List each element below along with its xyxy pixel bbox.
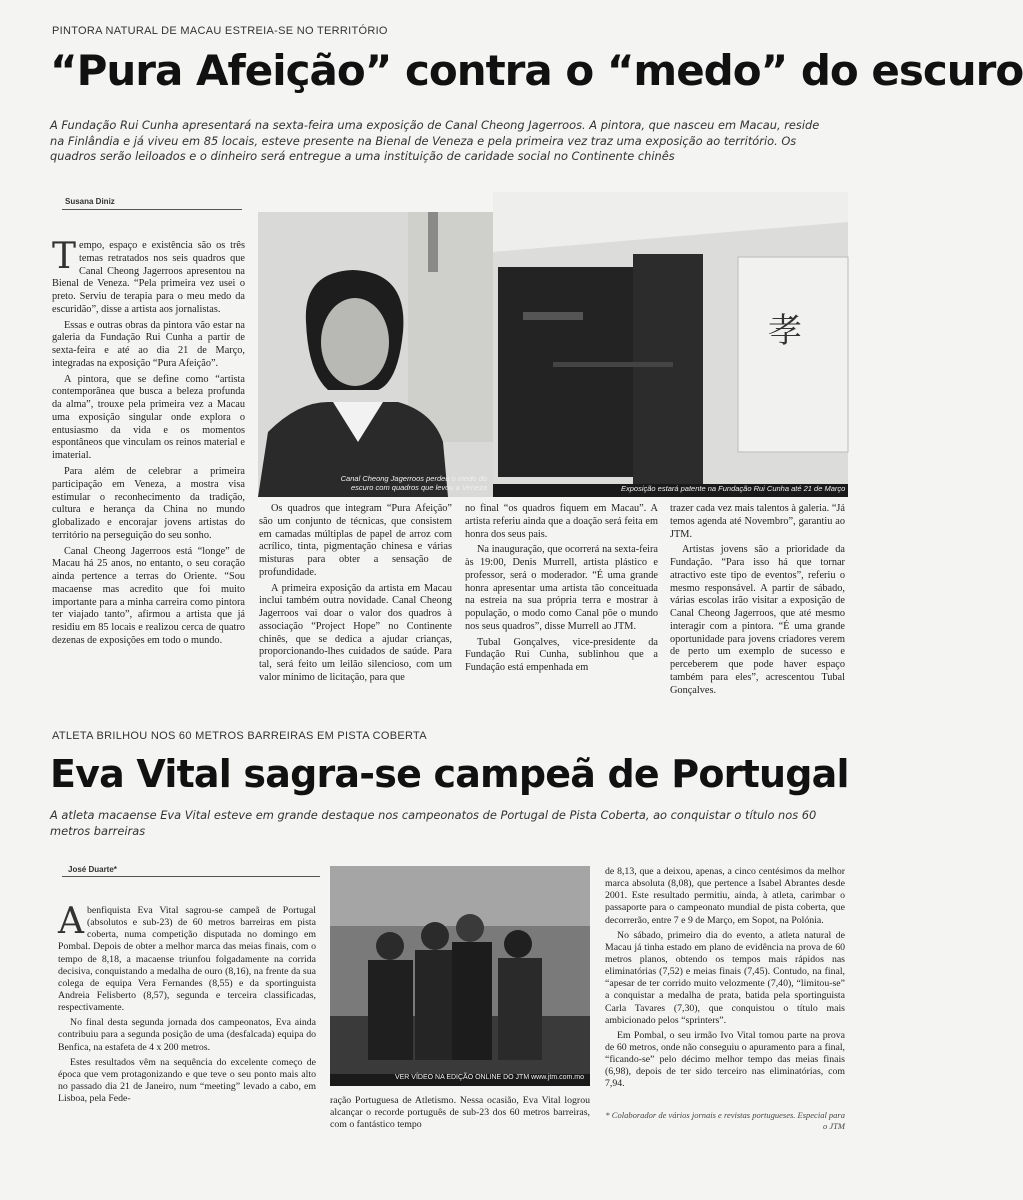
paragraph: No sábado, primeiro dia do evento, a atleta natural de Macau já tinha estado em plano de evidência na prova de 60 metros planos, obtendo os tempos mais rápidos nas eliminatórias (7,52) e meias finais (7,45). Contudo, na final, “apesar de ter corrido muito velozmente (7,40), “limitou-se” a conquistar a medalha de prata, batida pela sportinguista Carla Tavares (7,30), que conquistou o título mais ambicionado pelos “sprinters”.	[605, 929, 845, 1026]
paragraph: de 8,13, que a deixou, apenas, a cinco centésimos da melhor marca absoluta (8,08), que pertence a Isabel Abrantes desde 2001. Este resultado permitiu, ainda, à atleta, carimbar o passaporte para o campeonato mundial de pista coberta, que decorrerão, entre 7 e 9 de Março, em Sopot, na Polónia.	[605, 866, 845, 926]
artist-portrait-photo	[258, 212, 493, 497]
article1-lede: A Fundação Rui Cunha apresentará na sexta-feira uma exposição de Canal Cheong Jagerroos. A pintora, que nasceu em Macau, reside na Finlândia e já viveu em 85 locais, esteve presente na Bienal de Veneza e pela primeira vez traz uma exposição ao território. Os quadros serão leiloados e o dinheiro será entregue a uma instituição de caridade social no Continente chinês	[50, 118, 820, 163]
article2-column-1	[58, 901, 316, 1130]
paragraph: Estes resultados vêm na sequência do excelente começo de época que vem protagonizando e que teve o seu ponto mais alto no passado dia 21 de Janeiro, num “meeting” levado a cabo, em Lisboa, pela Fede-	[58, 1056, 316, 1105]
paragraph: Em Pombal, o seu irmão Ivo Vital tomou parte na prova de 60 metros, onde não conseguiu o apuramento para a final, “ficando-se” pelo décimo melhor tempo das meias finais (6,98), depois de ter sido terceiro nas eliminatórias, com 7,94.	[605, 1029, 845, 1090]
article1-headline: “Pura Afeição” contra o “medo” do escuro	[50, 46, 1023, 95]
article1-column-4	[670, 503, 845, 696]
article1-column-3	[465, 503, 658, 685]
athletes-podium-photo	[330, 866, 590, 1086]
paragraph: Os quadros que integram “Pura Afeição” são um conjunto de técnicas, que consistem em camadas múltiplas de papel de arroz com acrílico, tinta, pigmentação chinesa e várias misturas para obter a sensação de profundidade.	[259, 503, 452, 578]
paragraph: Tubal Gonçalves, vice-presidente da Fundação Rui Cunha, sublinhou que a Fundação está empenhada em	[465, 636, 658, 674]
paragraph: benfiquista Eva Vital sagrou-se campeã de Portugal (absolutos e sub-23) de 60 metros barreiras em pista coberta, numa competição disputada no domingo em Pombal. Depois de obter a melhor marca das meias finais, com o tempo de 8,18, a macaense triunfou folgadamente na corrida decisiva, conquistando a medalha de ouro (8,16), na frente da sua colega de equipa Vera Fernandes (8,55) e da sportinguista Andreia Felisberto (8,57), segunda e terceira classificadas, respectivamente.	[58, 905, 316, 1014]
article1-byline: Susana Diniz	[65, 197, 115, 206]
gallery-caption: Exposição estará patente na Fundação Rui Cunha até 21 de Março	[621, 484, 846, 493]
article2-kicker: ATLETA BRILHOU NOS 60 METROS BARREIRAS EM PISTA COBERTA	[52, 730, 427, 742]
athletes-illustration	[330, 866, 590, 1086]
paragraph: Canal Cheong Jagerroos está “longe” de Macau há 25 anos, no entanto, o seu coração ainda pertence a terras do Oriente. “Sou macaense mas acredito que foi muito importante para a minha carreira como pintora ter viajado tanto”, afirmou a artista que já residiu em 85 locais e realizou cerca de quatro dezenas de exposições em todo o mundo.	[52, 545, 245, 646]
article2-byline: José Duarte*	[68, 865, 117, 874]
byline-rule	[62, 876, 320, 877]
paragraph: A pintora, que se define como “artista contemporânea que busca a beleza profunda da alma”, trouxe pela primeira vez a Macau uma exposição singular onde explora o entusiasmo da vida e os momentos espontâneos que vinculam os reinos material e imaterial.	[52, 373, 245, 462]
article2-headline: Eva Vital sagra-se campeã de Portugal	[50, 752, 849, 796]
exhibition-gallery-photo	[493, 192, 848, 497]
article2-column-2	[330, 1095, 590, 1135]
footnote: * Colaborador de vários jornais e revistas portugueses. Especial para o JTM	[605, 1110, 845, 1131]
paragraph: empo, espaço e existência são os três temas retratados nos seis quadros que Canal Cheong Jagerroos apresentou na Bienal de Veneza. “Pela primeira vez usei o preto. Serviu de terapia para o meu medo da escuridão”, disse a artista aos jornalistas.	[52, 240, 245, 315]
paragraph: A primeira exposição da artista em Macau inclui também outra novidade. Canal Cheong Jagerroos vai doar o valor dos quadros à associação “Project Hope” no Continente chinês, que se dedica a ajudar crianças, proporcionando-lhes cuidados de saúde. Para tal, será feito um leilão silencioso, com um valor mínimo de licitação, para que	[259, 582, 452, 683]
paragraph: no final “os quadros fiquem em Macau”. A artista referiu ainda que a doação será feita em honra dos seus pais.	[465, 503, 658, 540]
paragraph: trazer cada vez mais talentos à galeria. “Já temos agenda até Novembro”, garantiu ao JTM.	[670, 503, 845, 540]
paragraph: Essas e outras obras da pintora vão estar na galeria da Fundação Rui Cunha a partir de sexta-feira e até ao dia 21 de Março, integradas na exposição “Pura Afeição”.	[52, 319, 245, 369]
paragraph: No final desta segunda jornada dos campeonatos, Eva ainda contribuiu para a segunda posição de uma (desfalcada) equipa do Benfica, na estafeta de 4 x 200 metros.	[58, 1017, 316, 1053]
article1-column-1	[52, 236, 245, 685]
dropcap: T	[52, 236, 77, 277]
portrait-illustration	[258, 212, 493, 497]
paragraph: Na inauguração, que ocorrerá na sexta-feira às 19:00, Denis Murrell, artista plástico e professor, será o moderador. “É uma grande honra apresentar uma artista tão conceituada na estreia na sua própria terra e mostrar à população, o modo como Canal põe o mundo nos seus quadros”, disse Murrell ao JTM.	[465, 544, 658, 632]
paragraph: Para além de celebrar a primeira participação em Veneza, a mostra visa estimular o reconhecimento da tradição, cultura e herança da China no mundo globalizado e encorajar jovens artistas do território na perseguição do seu sonho.	[52, 466, 245, 541]
byline-rule	[62, 209, 242, 210]
article1-kicker: PINTORA NATURAL DE MACAU ESTREIA-SE NO TERRITÓRIO	[52, 25, 388, 37]
paragraph: ração Portuguesa de Atletismo. Nessa ocasião, Eva Vital logrou alcançar o recorde português de sub-23 dos 60 metros barreiras, com o fantástico tempo	[330, 1095, 590, 1131]
article2-lede: A atleta macaense Eva Vital esteve em grande destaque nos campeonatos de Portugal de Pista Coberta, ao conquistar o título nos 60 metros barreiras	[50, 808, 817, 838]
gallery-illustration	[493, 192, 848, 497]
portrait-caption: Canal Cheong Jagerroos perdeu o medo do escuro com quadros que levou a Veneza	[340, 474, 487, 492]
article1-column-2	[259, 503, 452, 685]
dropcap: A	[58, 901, 84, 942]
article2-column-3	[605, 866, 845, 1112]
photo-caption: VER VÍDEO NA EDIÇÃO ONLINE DO JTM www.jtm.com.mo	[394, 1074, 584, 1081]
paragraph: Artistas jovens são a prioridade da Fundação. “Para isso há que tornar atractivo este tipo de eventos”, referiu o mesmo responsável. A partir de sábado, várias escolas irão visitar a exposição de Canal Cheong Jagerroos, que até mesmo interagir com a pintora. “É uma grande oportunidade para jovens criadores verem de perto um exemplo de sucesso e perceberem que pode haver espaço também para eles”, acrescentou Tubal Gonçalves.	[670, 544, 845, 696]
svg-text:孝: 孝	[768, 311, 802, 351]
